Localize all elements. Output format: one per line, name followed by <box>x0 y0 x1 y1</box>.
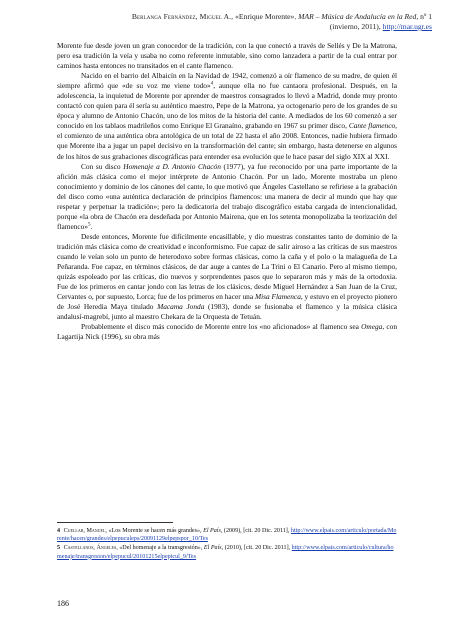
paragraph-2-start: Nacido en el barrio del Albaicín en la Navidad de 1942, comenzó a oír flamenco de su madre, de quien él siempre afirmó que «de su voz me viene todo» <box>57 71 397 91</box>
paragraph-2-cont: , aunque ella no fue cantaora profesional. Después, en la adolescencia, la inquietud de Morente por aprender de maestros consagrados lo llevó a Madrid, donde muy pronto contactó con quien para él sería su auténtico maestro, Pepe de la Matrona, ya octogenario pero de los grandes de su época y alumno de Antonio Chacón, uno de los mitos de la historia del cante. A mediados de los 60 comenzó a ser conocido en los tablaos madrileños como Enrique El Granaíno, grabando en 1967 su primer disco, <box>57 81 398 131</box>
header-author: Berlanga Fernández, Miguel A., <box>131 12 234 21</box>
paragraph-3-cont: (1977), ya fue reconocido por una parte importante de la afición más clásica como el mejor intérprete de Antonio Chacón. Por un lado, Morente mostraba un pleno conocimiento y dominio de los cánones del cante, lo que motivó que Ángeles Castellano se refiriese a la grabación del disco como «una auténtica declaración de principios flamencos: una manera de decir al mundo que hay que respetar y perpetuar la tradición»; pero la dedicatoria del trabajo discográfico estaba cargada de intencionalidad, porque «la obra de Chacón era desdeñada por Antonio Mairena, que en los setenta monopolizaba la teorización del flamenco» <box>57 161 397 231</box>
footnote-5-title: «Del homenaje a la transgresión», <box>117 545 204 552</box>
paragraph-5-end: , con Lagartija Nick (1996), su obra más <box>57 322 397 342</box>
page-number: 186 <box>57 599 69 608</box>
footnote-4-citation: , (2009), [cit. 20 Dic. 2011], <box>220 528 290 534</box>
footnote-ref-4[interactable]: 4 <box>210 80 214 87</box>
footnote-divider <box>57 522 173 523</box>
header-date: (invierno, 2011), <box>329 22 381 31</box>
paragraph-4-italic-2: Macama Jonda <box>157 302 205 312</box>
paragraph-5-italic: Omega <box>361 322 383 332</box>
footnote-4-title: «Los Morente se hacen más grandes», <box>106 528 204 534</box>
header-journal: MAR – Música de Andalucía en la Red <box>298 12 417 21</box>
footnote-5-author: Castellanos, Ángeles, <box>63 545 118 552</box>
footnote-5 <box>57 544 397 560</box>
footnote-4-source: El País <box>203 528 221 534</box>
paragraph-3-start: Con su disco <box>81 161 124 171</box>
footnote-5-link[interactable]: http://www.elpais.com/articulo/cultura/homenaje/transgresion/elpepucul/20101215elpepicul_9/Tes <box>57 545 394 560</box>
header-separator: , <box>294 12 297 21</box>
paragraph-5 <box>57 322 397 342</box>
paragraph-4-italic-1: Misa Flamenca <box>254 292 301 302</box>
article-body <box>57 41 397 342</box>
header-article-title: «Enrique Morente» <box>235 12 295 21</box>
paragraph-3-end: . <box>90 221 93 231</box>
running-header <box>14 12 432 32</box>
footnote-5-number: 5 <box>57 545 61 552</box>
paragraph-5-start: Probablemente el disco más conocido de Morente entre los «no aficionados» al flamenco sea <box>81 322 362 332</box>
footnotes <box>57 527 397 562</box>
footnote-4 <box>57 527 397 543</box>
paragraph-3 <box>57 162 397 232</box>
footnote-ref-5[interactable]: 5 <box>88 221 91 228</box>
header-issue: , nº 1 <box>416 12 432 21</box>
footnote-4-link[interactable]: http://www.elpais.com/articulo/portada/Morente/hacen/grandes/elpepuculeps/20091129elpepspor_10/Tes <box>57 528 397 543</box>
paragraph-3-italic: Homenaje a D. Antonio Chacón <box>123 161 221 171</box>
paragraph-4 <box>57 232 397 322</box>
paragraph-4-end: (1983), donde se fusionaba el flamenco y la música clásica andalusí-magrebí, junto al maestro Chekara de la Orquesta de Tetuán. <box>57 302 398 322</box>
paragraph-4-start: Desde entonces, Morente fue difícilmente encasillable, y dio muestras constantes tanto de dominio de la tradición más clásica como de creatividad e inconformismo. Fue capaz de salir airoso a las críticas de sus maestros cuando le veían solo un punto de heterodoxo sobre formas clásicas, como la caña y el polo o la malagueña de La Peñaranda. Fue capaz, en términos clásicos, de dar auge a cantes de La Trini o El Canario. Pero al mismo tiempo, quizás espoleado por las críticas, dio nuevos y sorprendentes pasos que lo separaron más y más de la ortodoxia. Fue de los primeros en cantar jondo con las letras de los clásicos, desde Miguel Hernández a San Juan de la Cruz, Cervantes o, por supuesto, Lorca; fue de los primeros en hacer una <box>57 231 397 302</box>
paragraph-4-cont: , y estuvo en el proyecto pionero de José Heredia Maya titulado <box>57 292 398 312</box>
header-journal-link[interactable]: http://mar.ugr.es <box>382 22 432 31</box>
footnote-4-number: 4 <box>57 528 61 534</box>
paragraph-2-italic: Cante flamenco <box>348 121 396 131</box>
footnote-4-author: Cuellar, Manuel, <box>63 528 107 534</box>
footnote-5-citation: , (2010), [cit. 20 Dic. 2011], <box>221 545 291 552</box>
paragraph-2 <box>57 71 397 161</box>
paragraph-1: Morente fue desde joven un gran conocedor de la tradición, con la que conectó a través de Sellés y De la Matrona, pero esa tradición la veía y usaba no como referente inmutable, sino como lanzadera a partir de la cual entrar por caminos hasta entonces no transitados en el cante flamenco. <box>57 41 397 71</box>
paragraph-2-end: , el comienzo de una auténtica obra antológica de un total de 22 hasta el año 2008. Entonces, nadie hubiera firmado que Morente iba a jugar un papel decisivo en la transformación del cante; sin embargo, hasta detenerse en algunos de los hitos de sus grabaciones discográficas para entender esa evolución que le hace pasar del siglo XIX al XXI. <box>57 121 398 161</box>
footnote-5-source: El País <box>203 545 222 552</box>
